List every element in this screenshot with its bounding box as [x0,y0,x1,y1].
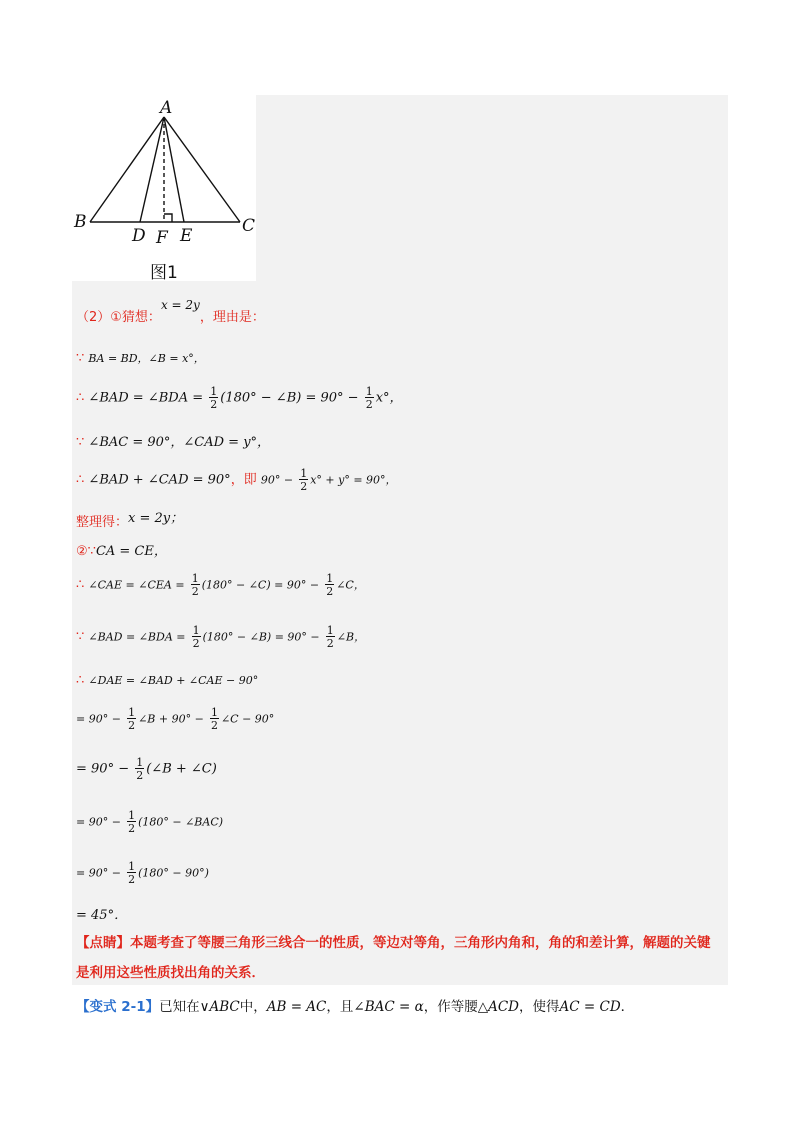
step-simplify: 整理得：x = 2y； [76,511,184,530]
label-A: A [160,98,173,118]
fraction-half: $\frac{1}{2}$ [326,572,334,598]
label-D: D [132,226,146,246]
fraction-half: $\frac{1}{2}$ [128,809,136,835]
step-angle-dae: ∴ ∠DAE = ∠BAD + ∠CAE − 90° [76,673,259,688]
step-sum-angles: ∴ ∠BAD + ∠CAD = 90°，即 90° − $\frac{1}{2}$ x° + y° = 90°， [76,467,397,493]
triangle-diagram [72,95,256,281]
conjecture-line: （2）①猜想：x = 2y，理由是： [76,298,265,325]
right-angle-mark [164,214,172,222]
fraction-half: $\frac{1}{2}$ [191,572,199,598]
step-angle-bad-2: ∵ ∠BAD = ∠BDA = $\frac{1}{2}$ (180° − ∠B) = 90° − $\frac{1}{2}$ ∠B， [76,624,366,650]
step-angle-bad: ∴ ∠BAD = ∠BDA = $\frac{1}{2}$ (180° − ∠B) = 90° − $\frac{1}{2}$ x°， [76,385,403,411]
comment-tag: 【点睛】 [76,935,130,951]
figure-caption: 图1 [150,263,178,283]
segment-AE [164,117,184,222]
label-E: E [180,226,193,246]
step-given-ba-bd: ∵ BA = BD，∠B = x°， [76,351,205,366]
figure-1 [72,95,256,281]
segment-AC [164,117,240,222]
label-B: B [74,212,87,232]
segment-AB [90,117,164,222]
step-angle-bac: ∵ ∠BAC = 90°，∠CAD = y°， [76,435,271,450]
variant-tag: 【变式 2-1】 [76,999,160,1015]
step-ca-ce: ②∵CA = CE， [76,544,167,559]
label-F: F [156,228,168,248]
fraction-half: $\frac{1}{2}$ [192,624,200,650]
step-result: = 45°． [76,908,128,923]
segment-AD [140,117,164,222]
variant-question: 【变式 2-1】已知在∨ABC中，AB = AC，且∠BAC = α，作等腰△ACD，使得AC = CD． [76,999,635,1015]
step-substitute: = 90° − $\frac{1}{2}$ (180° − 90°) [76,860,209,886]
fraction-half: $\frac{1}{2}$ [128,706,136,732]
fraction-half: $\frac{1}{2}$ [136,756,144,782]
fraction-half: $\frac{1}{2}$ [365,385,373,411]
fraction-half: $\frac{1}{2}$ [128,860,136,886]
step-angle-sum: = 90° − $\frac{1}{2}$ (180° − ∠BAC) [76,809,224,835]
fraction-half: $\frac{1}{2}$ [300,467,308,493]
step-angle-cae: ∴ ∠CAE = ∠CEA = $\frac{1}{2}$ (180° − ∠C) = 90° − $\frac{1}{2}$ ∠C， [76,572,365,598]
comment-block [76,928,721,988]
fraction-half: $\frac{1}{2}$ [326,624,334,650]
fraction-half: $\frac{1}{2}$ [210,385,218,411]
fraction-half: $\frac{1}{2}$ [210,706,218,732]
comment-text: 本题考查了等腰三角形三线合一的性质，等边对等角，三角形内角和，角的和差计算，解题的关键是利用这些性质找出角的关系． [76,935,711,981]
step-expand: = 90° − $\frac{1}{2}$ ∠B + 90° − $\frac{1}{2}$ ∠C − 90° [76,706,275,732]
label-C: C [242,216,256,236]
step-combine: = 90° − $\frac{1}{2}$ (∠B + ∠C) [76,756,217,782]
